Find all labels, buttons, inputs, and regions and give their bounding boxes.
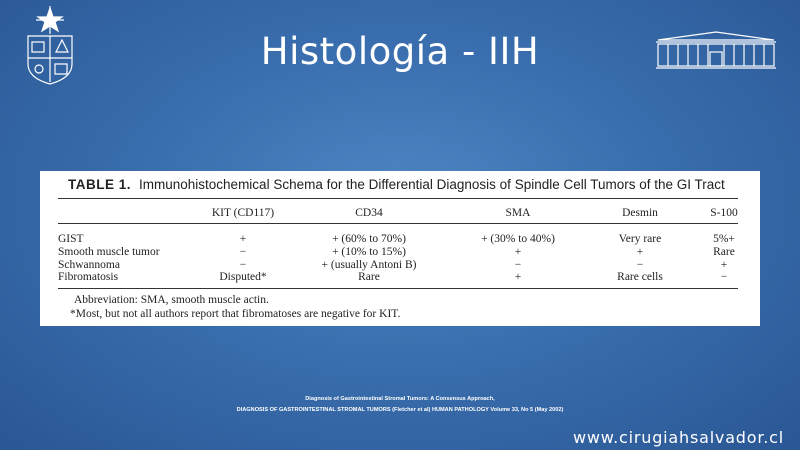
table-cell: − — [239, 246, 247, 258]
table-caption — [68, 177, 725, 192]
table-cell: + — [720, 259, 728, 271]
table-cell: + — [514, 246, 522, 258]
hospital-building-logo — [654, 30, 778, 70]
slide-title: Histología - IIH — [260, 30, 540, 73]
table-cell: + (10% to 15%) — [332, 246, 406, 258]
table-bottom-rule — [58, 288, 738, 289]
table-panel — [40, 171, 760, 326]
table-header-rule — [58, 223, 738, 224]
table-label: TABLE 1. — [68, 177, 132, 192]
row-label: Smooth muscle tumor — [58, 246, 160, 258]
table-cell: Disputed* — [219, 271, 267, 283]
column-header-sma: SMA — [505, 207, 531, 219]
citation-line-1: Diagnosis of Gastrointestinal Stromal Tumors: A Consensus Approach, — [305, 396, 495, 402]
table-top-rule — [58, 198, 738, 199]
column-header-desmin: Desmin — [622, 207, 658, 219]
column-header-s100: S-100 — [710, 207, 738, 219]
table-cell: Rare — [358, 271, 380, 283]
table-cell: + — [636, 246, 644, 258]
table-footnote: Abbreviation: SMA, smooth muscle actin. — [74, 294, 269, 306]
table-cell: + (usually Antoni B) — [321, 259, 417, 271]
table-cell: 5%+ — [713, 233, 735, 245]
citation-line-2: DIAGNOSIS OF GASTROINTESTINAL STROMAL TUMORS (Fletcher et al) HUMAN PATHOLOGY Volume 33, No 5 (May 2002) — [236, 407, 564, 413]
row-label: Schwannoma — [58, 259, 120, 271]
table-cell: − — [636, 259, 644, 271]
table-cell: − — [239, 259, 247, 271]
table-cell: − — [514, 259, 522, 271]
row-label: Fibromatosis — [58, 271, 119, 283]
table-caption-text: Immunohistochemical Schema for the Differential Diagnosis of Spindle Cell Tumors of the GI Tract — [139, 177, 725, 192]
table-cell: − — [720, 271, 728, 283]
table-cell: + (30% to 40%) — [481, 233, 555, 245]
column-header-kit: KIT (CD117) — [211, 207, 275, 219]
table-cell: + — [239, 233, 247, 245]
table-footnote: *Most, but not all authors report that fibromatoses are negative for KIT. — [70, 308, 401, 320]
table-cell: + (60% to 70%) — [332, 233, 406, 245]
table-cell: Rare — [713, 246, 735, 258]
table-cell: Rare cells — [617, 271, 663, 283]
table-cell: + — [514, 271, 522, 283]
column-header-cd34: CD34 — [355, 207, 383, 219]
row-label: GIST — [58, 233, 84, 245]
table-cell: Very rare — [618, 233, 662, 245]
website-url: www.cirugiahsalvador.cl — [572, 428, 784, 447]
